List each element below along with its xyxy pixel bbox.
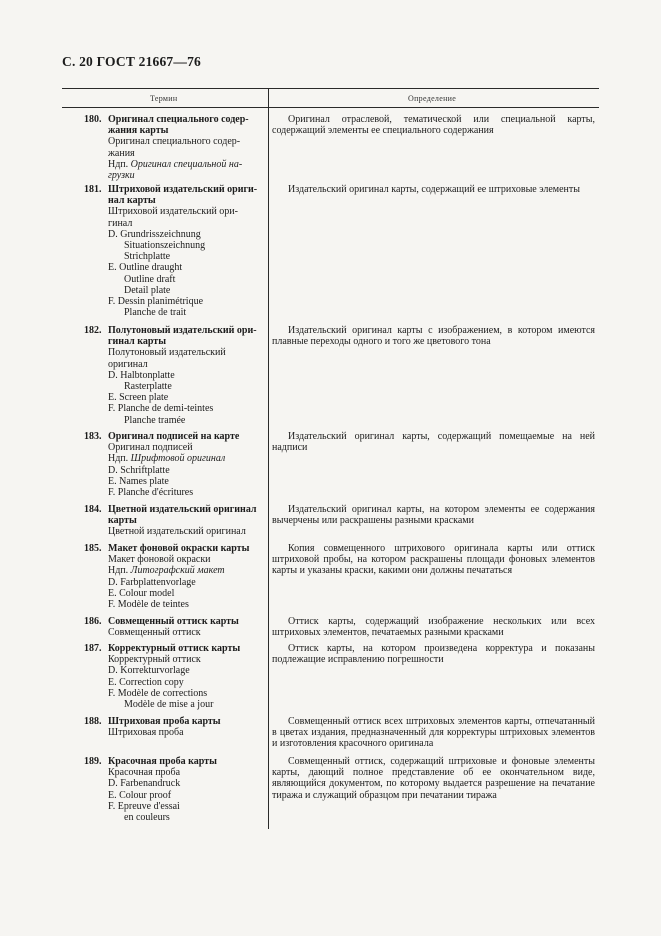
term-line: Красочная проба (108, 767, 181, 779)
definition-cell: Совмещенный оттиск всех штриховых элементов карты, отпечатанный в цветах издания, предназначенный для корректуры штриховых элементов и изготовления красочного оригинала (272, 716, 595, 750)
term-line: Цветной издательский оригинал (108, 526, 246, 538)
term-title: карты (108, 515, 137, 527)
header-rule (62, 107, 599, 108)
term-number: 181. (84, 184, 102, 195)
term-line: Ндп. Оригинал специальной на- (108, 158, 243, 170)
term-line: D. Korrekturvorlage (108, 665, 190, 677)
term-cell (84, 616, 264, 638)
term-line: D. Grundrisszeichnung (108, 228, 201, 240)
term-cell (84, 756, 264, 823)
term-cell (84, 543, 264, 610)
term-title: Красочная проба карты (108, 756, 217, 767)
term-line: Situationszeichnung (124, 240, 206, 252)
term-cell (84, 643, 264, 710)
rejected-term: Шрифтовой оригинал (130, 453, 226, 465)
term-title: Корректурный оттиск карты (108, 643, 241, 654)
term-line: Detail plate (124, 284, 171, 296)
term-line: Planche tramée (124, 414, 186, 426)
term-cell (84, 325, 264, 426)
term-number: 187. (84, 643, 102, 654)
term-line: Оригинал специального содер- (108, 136, 241, 148)
term-line: Штриховой издательский ори- (108, 206, 238, 218)
term-title: Полутоновый издательский ори- (108, 325, 257, 336)
definition-cell: Совмещенный оттиск, содержащий штриховые и фоновые элементы карты, дающий полное представление об ее окончательном виде, являющийся документом, по которому выдается разрешение на печатание тиража и служащий образцом при печатании тиража (272, 756, 595, 801)
term-title: Оригинал подписей на карте (108, 431, 240, 442)
column-divider (268, 88, 269, 829)
term-line: F. Planche de demi-teintes (108, 403, 214, 415)
term-title: гинал карты (108, 336, 167, 348)
term-number: 183. (84, 431, 102, 442)
term-line: F. Modèle de teintes (108, 599, 189, 611)
term-number: 184. (84, 504, 102, 515)
rejected-term: Литографский макет (130, 565, 225, 577)
term-cell (84, 114, 264, 181)
term-cell (84, 184, 264, 318)
term-line: Ндп. Шрифтовой оригинал (108, 453, 226, 465)
term-number: 182. (84, 325, 102, 336)
term-line: Оригинал подписей (108, 442, 193, 454)
term-line: Rasterplatte (124, 381, 172, 393)
term-line: D. Schriftplatte (108, 464, 170, 476)
term-cell (84, 431, 264, 498)
term-number: 186. (84, 616, 102, 627)
term-number: 188. (84, 716, 102, 727)
term-line: жания (108, 147, 135, 159)
term-number: 189. (84, 756, 102, 767)
term-line: Ндп. Литографский макет (108, 565, 225, 577)
term-line: E. Outline draught (108, 262, 183, 274)
term-line: Корректурный оттиск (108, 654, 201, 666)
term-line: гинал (108, 217, 133, 229)
term-title: Оригинал специального содер- (108, 114, 249, 125)
term-line: F. Epreuve d'essai (108, 800, 180, 812)
definition-cell: Издательский оригинал карты с изображением, в котором имеются плавные переходы одного и того же цветового тона (272, 325, 595, 348)
term-line: D. Halbtonplatte (108, 369, 175, 381)
column-header-term: Термин (150, 94, 178, 103)
term-line: Совмещенный оттиск (108, 627, 201, 639)
term-line (108, 170, 264, 181)
term-line: Outline draft (124, 273, 176, 285)
definition-cell: Издательский оригинал карты, содержащий ее штриховые элементы (288, 184, 580, 195)
term-title: жания карты (108, 125, 169, 137)
term-line: D. Farbplattenvorlage (108, 576, 196, 588)
term-line: Штриховая проба (108, 727, 184, 739)
term-line: en couleurs (124, 812, 170, 824)
rejected-term: Оригинал специальной на- (130, 158, 243, 170)
column-header-definition: Определение (408, 94, 457, 103)
term-line: F. Modèle de corrections (108, 687, 208, 699)
term-line: E. Names plate (108, 475, 169, 487)
term-line: оригинал (108, 358, 148, 370)
term-line: Полутоновый издательский (108, 347, 226, 359)
term-line: Modèle de mise a jour (124, 699, 214, 711)
rejected-term: грузки (108, 170, 135, 182)
term-cell (84, 716, 264, 738)
term-number: 180. (84, 114, 102, 125)
definition-cell: Оттиск карты, содержащий изображение нескольких или всех штриховых элементов, печатаемых разными красками (272, 616, 595, 639)
term-line: Strichplatte (124, 251, 171, 263)
term-title: Цветной издательский оригинал (108, 504, 257, 515)
term-title: Штриховой издательский ориги- (108, 184, 258, 195)
term-line: E. Correction copy (108, 676, 184, 688)
term-line: D. Farbenandruck (108, 778, 181, 790)
definition-cell: Оригинал отраслевой, тематической или специальной карты, содержащий элементы ее специального содержания (272, 114, 595, 137)
term-title: Макет фоновой окраски карты (108, 543, 250, 554)
term-line: E. Colour model (108, 587, 175, 599)
term-number: 185. (84, 543, 102, 554)
definition-cell: Издательский оригинал карты, на котором элементы ее содержания вычерчены или раскрашены разными красками (272, 504, 595, 527)
definition-cell: Оттиск карты, на котором произведена корректура и показаны подлежащие исправлению погрешности (272, 643, 595, 666)
definition-cell: Копия совмещенного штрихового оригинала карты или оттиск штриховой пробы, на котором раскрашены площади фоновых элементов карты и указаны краски, какими они должны печататься (272, 543, 595, 577)
term-title: нал карты (108, 195, 156, 207)
term-line: F. Dessin planimétrique (108, 296, 204, 308)
term-cell (84, 504, 264, 538)
definition-cell: Издательский оригинал карты, содержащий помещаемые на ней надписи (272, 431, 595, 454)
term-line: E. Screen plate (108, 392, 169, 404)
term-line: Planche de trait (124, 307, 187, 319)
term-title: Штриховая проба карты (108, 716, 221, 727)
term-line: Макет фоновой окраски (108, 554, 211, 566)
term-title: Совмещенный оттиск карты (108, 616, 239, 627)
term-line: E. Colour proof (108, 789, 172, 801)
page-header: С. 20 ГОСТ 21667—76 (62, 54, 201, 69)
table-top-rule (62, 88, 599, 89)
term-line: F. Planche d'écritures (108, 487, 194, 499)
